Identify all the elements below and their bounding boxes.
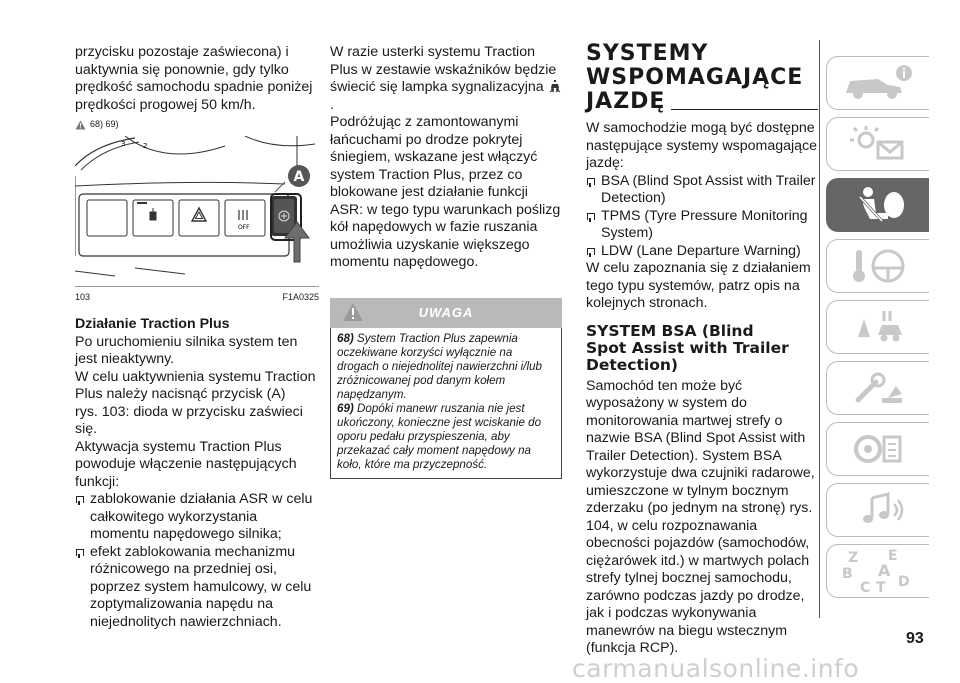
index-letter: E (888, 548, 898, 564)
chapter-title (586, 42, 818, 114)
bullet-text: BSA (Blind Spot Assist with Trailer Detection) (601, 172, 816, 206)
dashboard-button-illustration (75, 136, 319, 286)
tab-maintenance[interactable] (826, 361, 929, 415)
tab-index[interactable] (826, 544, 929, 598)
paragraph: Po uruchomieniu silnika system ten jest nieaktywny. (75, 333, 298, 367)
warning-triangle-icon (342, 302, 364, 322)
section-heading-bsa (586, 323, 818, 374)
warning-box (330, 298, 562, 479)
safety-airbag-icon (838, 183, 918, 227)
bullet-icon (76, 549, 84, 556)
figure-code: F1A0325 (282, 291, 319, 302)
traction-warning-light-icon (548, 79, 562, 93)
warning-item-68 (337, 332, 555, 402)
heading-line: Detection) (586, 355, 678, 374)
tab-safety[interactable] (826, 178, 929, 232)
chapter-title-line: SYSTEMY (586, 41, 709, 66)
maintenance-icon (838, 368, 918, 408)
bullet-item (586, 173, 818, 208)
warning-body (330, 328, 562, 479)
bullet-text: efekt zablokowania mechanizmu różnicowego na przedniej osi, poprzez system hamulcowy, w celu zoptymalizowania napędu na niejednolitych nawierzchniach. (90, 543, 312, 630)
starting-driving-icon (838, 246, 918, 286)
index-letter: B (842, 566, 853, 582)
paragraph: W celu uaktywnienia systemu Traction Plus należy nacisnąć przycisk (A) (75, 368, 316, 402)
tab-car-info[interactable] (826, 56, 929, 110)
refs-text: 68) 69) (90, 119, 119, 129)
tab-emergency[interactable] (826, 300, 929, 354)
warning-title: UWAGA (418, 304, 474, 320)
bullet-icon (76, 496, 84, 503)
chapter-title-line: WSPOMAGAJĄCE (586, 65, 804, 90)
warning-lights-icon (838, 124, 918, 164)
warning-num: 68) (337, 331, 354, 345)
bullet-icon (587, 178, 595, 185)
paragraph-end: . (330, 96, 334, 113)
paragraph: Aktywacja systemu Traction Plus powoduje włączenie następujących funkcji: (75, 438, 297, 490)
figure-caption (75, 286, 319, 307)
watermark: carmanualsonline.info (572, 654, 860, 683)
paragraph (330, 44, 562, 114)
column-2 (330, 44, 562, 479)
index-letter: T (876, 580, 886, 594)
label-a: A (293, 168, 305, 185)
column-1 (75, 44, 319, 631)
page-number: 93 (906, 630, 924, 647)
svg-text:2: 2 (143, 141, 148, 150)
warning-refs (75, 116, 319, 134)
bullet-item (586, 208, 818, 243)
bullet-text: zablokowanie działania ASR w celu całkowitego wykorzystania momentu napędowego silnika; (90, 491, 313, 542)
heading-line: Spot Assist with Trailer (586, 338, 789, 357)
paragraph: rys. 103: dioda w przycisku zaświeci się. (75, 403, 303, 437)
paragraph: Samochód ten może być wyposażony w system do monitorowania martwej strefy o nazwie BSA (Blind Spot Assist with Trailer Detection). System BSA wykorzystuje dwa czujniki radarowe, umieszczone w tylnym bocznym zderzaku (po jednym na stronę) rys. 104, w celu rozpoznawania obecności pojazdów (samochodów, ciężarówek itd.) w martwych polach strefy tylnej bocznej samochodu, zarówno podczas jazdy po drodze, jak i podczas wykonywania manewrów na biegu wstecznym (funkcja RCP). (586, 377, 815, 656)
figure-number: 103 (75, 291, 91, 302)
column-3 (586, 41, 818, 658)
bullet-text: LDW (Lane Departure Warning) (601, 242, 801, 259)
tab-starting-driving[interactable] (826, 239, 929, 293)
paragraph: W celu zapoznania się z działaniem tego typu systemów, patrz opis na kolejnych stronach. (586, 260, 811, 311)
index-letter: Z (848, 550, 859, 566)
warning-num: 69) (337, 401, 354, 415)
tab-warning-lights[interactable] (826, 117, 929, 171)
bullet-item (75, 544, 319, 632)
tab-technical-data[interactable] (826, 422, 929, 476)
index-letter: C (860, 580, 871, 594)
chapter-sidebar (826, 56, 929, 605)
column-divider (819, 40, 820, 618)
bullet-item (75, 491, 319, 544)
warning-text: System Traction Plus zapewnia oczekiwane korzyści wyłącznie na drogach o niejednolitej nawierzchni i/lub zróżnicowanej pod danym kołem napędzanym. (337, 331, 542, 401)
bullet-text: TPMS (Tyre Pressure Monitoring System) (601, 207, 808, 241)
bullet-icon (587, 248, 595, 255)
multimedia-icon (838, 490, 918, 530)
svg-text:OFF: OFF (238, 223, 250, 231)
warning-triangle-icon (75, 120, 86, 130)
chapter-title-line: JAZDĘ (586, 90, 818, 114)
warning-item-69 (337, 402, 555, 472)
paragraph-text: W razie usterki systemu Traction Plus w zestawie wskaźników będzie świecić się lampka sygnalizacyjna (330, 44, 557, 95)
heading-line: SYSTEM BSA (Blind (586, 321, 754, 340)
index-letter: A (878, 561, 891, 580)
index-icon (838, 548, 918, 594)
paragraph: Podróżując z zamontowanymi łańcuchami po drodze pokrytej śniegiem, wskazane jest włączyć system Traction Plus, przez co blokowane jest działanie funkcji ASR: w tego typu warunkach poślizg kół napędowych w fazie ruszania umożliwia uzyskanie większego momentu napędowego. (330, 114, 561, 270)
section-heading-traction: Działanie Traction Plus (75, 316, 230, 332)
technical-data-icon (838, 429, 918, 469)
car-info-icon (838, 63, 918, 103)
emergency-icon (838, 307, 918, 347)
figure-103 (75, 136, 319, 286)
index-letter: D (898, 574, 910, 590)
svg-text:3: 3 (121, 139, 126, 148)
bullet-icon (587, 213, 595, 220)
warning-header (330, 298, 562, 328)
intro-paragraph: przycisku pozostaje zaświecona) i uaktywnia się ponownie, gdy tylko prędkość samochodu spadnie poniżej prędkości progowej 50 km/h. (75, 44, 313, 113)
paragraph: W samochodzie mogą być dostępne następujące systemy wspomagające jazdę: (586, 120, 818, 171)
bullet-item (586, 243, 818, 261)
tab-multimedia[interactable] (826, 483, 929, 537)
warning-text: Dopóki manewr ruszania nie jest ukończony, konieczne jest wciskanie do oporu pedału przyspieszenia, aby przekazać cały moment napędowy na koło, które ma przyczepność. (337, 401, 542, 471)
